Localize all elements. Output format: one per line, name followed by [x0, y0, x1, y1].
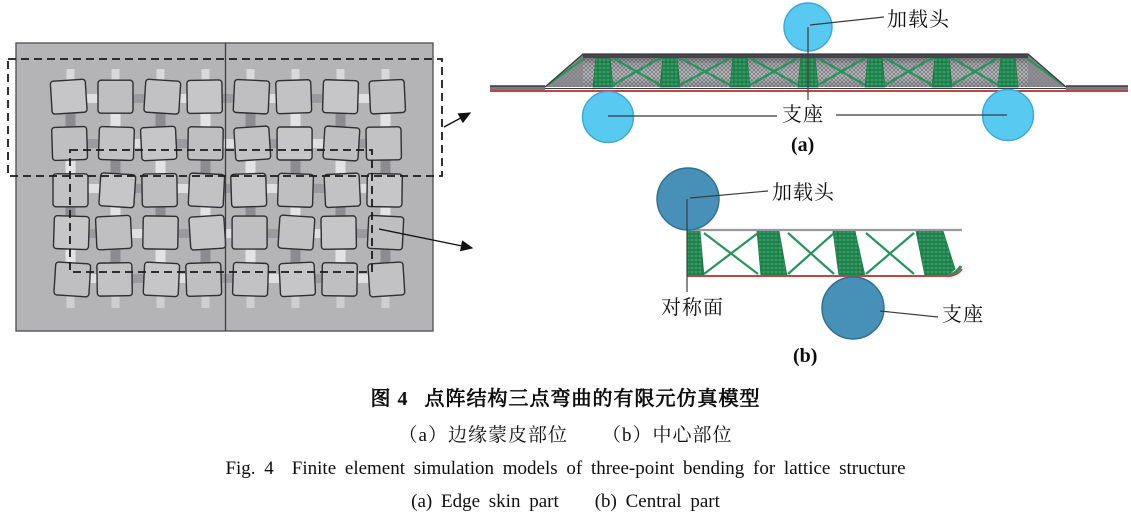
arrow-to-model-a — [444, 113, 470, 127]
lattice-cell — [234, 126, 271, 161]
lattice-cell — [188, 173, 225, 208]
lattice-cell — [278, 215, 315, 250]
caption-cn — [0, 382, 1131, 411]
green-rib — [593, 57, 613, 87]
lattice-cell — [98, 80, 133, 113]
lattice-cell — [54, 262, 91, 297]
lattice-cell — [231, 173, 267, 207]
lattice-cell — [232, 262, 268, 296]
lattice-cell — [279, 262, 316, 297]
lattice-cell — [97, 263, 133, 297]
model-a-loading-head-label: 加载头 — [887, 9, 950, 31]
lattice-cell — [143, 216, 179, 250]
green-rib — [660, 57, 680, 87]
lattice-cell — [369, 79, 406, 114]
lattice-cell — [277, 173, 313, 207]
caption-cn-sub-a: （a）边缘蒙皮部位 — [398, 425, 568, 446]
model-b-support-leader — [880, 311, 938, 317]
green-rib — [932, 57, 952, 87]
caption-cn-label: 图 4 — [370, 388, 409, 410]
lattice-cell — [366, 127, 402, 161]
caption-en-title: Finite element simulation models of three-point bending for lattice structure — [291, 458, 906, 479]
lattice-cell — [321, 216, 357, 250]
model-b-tag: (b) — [793, 345, 818, 367]
lattice-cell — [188, 127, 224, 161]
lattice-cell — [187, 80, 223, 114]
green-rib — [998, 57, 1018, 87]
lattice-cell — [142, 174, 178, 208]
model-a-tag: (a) — [791, 134, 815, 156]
lattice-cell — [232, 216, 267, 249]
caption-cn-sub-b: （b）中心部位 — [601, 425, 733, 446]
lattice-cell — [98, 126, 134, 160]
caption-en-label: Fig. 4 — [225, 458, 274, 479]
caption-cn-subs — [0, 420, 1131, 447]
lattice-cell — [95, 215, 132, 250]
lattice-cell — [324, 173, 361, 208]
model-b-support-circle — [822, 277, 884, 339]
model-a-beam — [490, 54, 1128, 91]
lattice-cell — [99, 173, 136, 208]
model-b-loading-head-label: 加载头 — [772, 182, 835, 204]
lattice-cell — [189, 215, 226, 250]
model-a-left-support-circle — [583, 92, 634, 143]
caption-en-sub-a: (a) Edge skin part — [411, 491, 559, 512]
lattice-cell — [368, 262, 405, 297]
lattice-cell — [53, 216, 89, 250]
lattice-panel-image — [8, 43, 472, 331]
lattice-cell — [322, 263, 358, 297]
model-b-support-label: 支座 — [942, 304, 984, 326]
green-rib — [865, 57, 885, 87]
green-rib — [730, 57, 750, 87]
lattice-cell — [322, 80, 358, 114]
lattice-cell — [233, 79, 270, 114]
lattice-cell — [52, 126, 88, 160]
caption-en-subs — [0, 491, 1131, 513]
caption-cn-title: 点阵结构三点弯曲的有限元仿真模型 — [424, 388, 761, 410]
lattice-cell — [276, 80, 312, 114]
lattice-cell — [144, 79, 181, 114]
lattice-cell — [50, 79, 87, 114]
lattice-cell — [140, 126, 177, 161]
model-b-symmetry-plane-label: 对称面 — [661, 297, 724, 319]
lattice-cell — [323, 126, 360, 161]
model-b-beam — [687, 230, 962, 276]
lattice-cell — [186, 262, 222, 296]
lattice-cell — [143, 262, 180, 297]
caption-en-sub-b: (b) Central part — [594, 491, 720, 512]
model-b-loading-head-circle — [657, 168, 719, 230]
model-a-support-label: 支座 — [782, 104, 824, 126]
lattice-cell — [277, 127, 312, 160]
caption-en — [0, 458, 1131, 480]
